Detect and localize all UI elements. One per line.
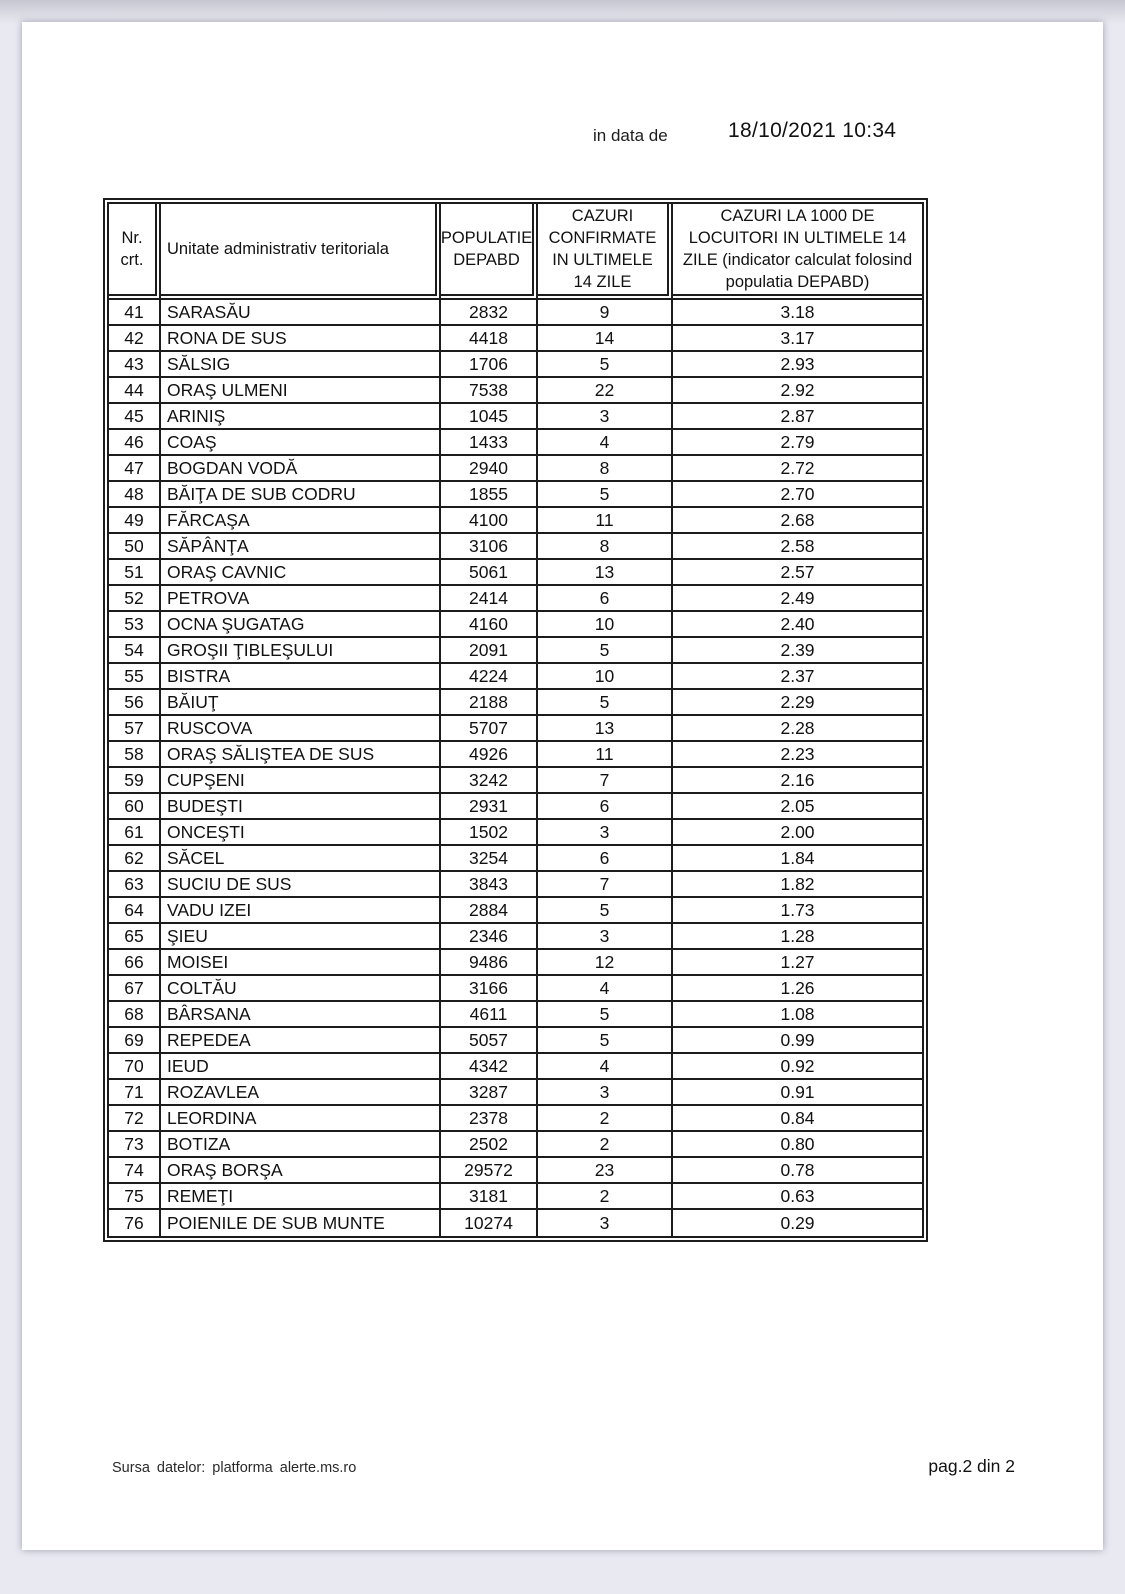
cell-unitate: COAŞ	[161, 430, 441, 454]
cell-unitate: REPEDEA	[161, 1028, 441, 1052]
cell-populatie: 1855	[441, 482, 538, 506]
cell-populatie: 4926	[441, 742, 538, 766]
cell-rata: 3.18	[780, 301, 815, 322]
cell-nr-crt: 62	[109, 846, 161, 870]
cell-rata: 2.79	[780, 431, 815, 452]
date-value: 18/10/2021 10:34	[728, 119, 897, 142]
cell-cazuri: 3	[538, 1210, 673, 1236]
cell-populatie: 2832	[441, 300, 538, 324]
cell-nr-crt: 47	[109, 456, 161, 480]
cell-cazuri: 5	[538, 482, 673, 506]
cell-unitate: ORAŞ ULMENI	[161, 378, 441, 402]
cell-cazuri: 2	[538, 1106, 673, 1130]
cell-populatie: 2502	[441, 1132, 538, 1156]
table-row	[109, 1080, 922, 1106]
cell-unitate: IEUD	[161, 1054, 441, 1078]
cell-nr-crt: 74	[109, 1158, 161, 1182]
footer-data-source: Sursa datelor: platforma alerte.ms.ro	[112, 1460, 357, 1476]
cell-unitate: ROZAVLEA	[161, 1080, 441, 1104]
cell-nr-crt: 66	[109, 950, 161, 974]
cell-nr-crt: 55	[109, 664, 161, 688]
cell-cazuri: 9	[538, 300, 673, 324]
cell-populatie: 3254	[441, 846, 538, 870]
cell-cazuri: 2	[538, 1132, 673, 1156]
cell-cazuri: 6	[538, 586, 673, 610]
table-row	[109, 1210, 922, 1236]
cell-rata: 1.26	[780, 977, 815, 998]
cell-rata: 2.16	[780, 769, 815, 790]
cell-nr-crt: 46	[109, 430, 161, 454]
cell-unitate: SUCIU DE SUS	[161, 872, 441, 896]
cell-populatie: 2940	[441, 456, 538, 480]
cell-nr-crt: 65	[109, 924, 161, 948]
cell-nr-crt: 50	[109, 534, 161, 558]
table-row	[109, 950, 922, 976]
table-row	[109, 1132, 922, 1158]
cell-unitate: BISTRA	[161, 664, 441, 688]
cell-cazuri: 10	[538, 664, 673, 688]
table-row	[109, 924, 922, 950]
cell-populatie: 4160	[441, 612, 538, 636]
cell-unitate: OCNA ŞUGATAG	[161, 612, 441, 636]
cell-unitate: BĂIUŢ	[161, 690, 441, 714]
cell-cazuri: 11	[538, 742, 673, 766]
cell-populatie: 10274	[441, 1210, 538, 1236]
cell-cazuri: 5	[538, 690, 673, 714]
cell-rata: 2.05	[780, 795, 815, 816]
cell-rata: 1.84	[780, 847, 815, 868]
cell-populatie: 4418	[441, 326, 538, 350]
cell-rata: 2.70	[780, 483, 815, 504]
cell-unitate: LEORDINA	[161, 1106, 441, 1130]
table-row	[109, 664, 922, 690]
cell-nr-crt: 53	[109, 612, 161, 636]
cell-unitate: BÂRSANA	[161, 1002, 441, 1026]
table-header-row	[109, 204, 922, 300]
cell-unitate: SARASĂU	[161, 300, 441, 324]
table-row	[109, 508, 922, 534]
cell-cazuri: 22	[538, 378, 673, 402]
cell-populatie: 4342	[441, 1054, 538, 1078]
cell-unitate: RUSCOVA	[161, 716, 441, 740]
cell-unitate: SĂCEL	[161, 846, 441, 870]
cell-rata: 2.93	[780, 353, 815, 374]
cell-rata: 1.08	[780, 1003, 815, 1024]
cell-nr-crt: 73	[109, 1132, 161, 1156]
cell-rata: 2.39	[780, 639, 815, 660]
cell-populatie: 3166	[441, 976, 538, 1000]
cell-populatie: 2091	[441, 638, 538, 662]
cell-populatie: 29572	[441, 1158, 538, 1182]
cell-populatie: 2346	[441, 924, 538, 948]
cell-unitate: GROŞII ŢIBLEŞULUI	[161, 638, 441, 662]
cell-populatie: 5707	[441, 716, 538, 740]
cell-cazuri: 5	[538, 352, 673, 376]
cell-cazuri: 11	[538, 508, 673, 532]
cell-rata: 1.82	[780, 873, 815, 894]
cell-nr-crt: 72	[109, 1106, 161, 1130]
cell-nr-crt: 63	[109, 872, 161, 896]
cell-unitate: ORAŞ CAVNIC	[161, 560, 441, 584]
cell-nr-crt: 76	[109, 1210, 161, 1236]
cell-cazuri: 14	[538, 326, 673, 350]
cell-cazuri: 4	[538, 1054, 673, 1078]
cell-unitate: CUPŞENI	[161, 768, 441, 792]
date-label: in data de	[593, 126, 668, 145]
cell-rata: 0.80	[780, 1133, 815, 1154]
cell-unitate: SĂLSIG	[161, 352, 441, 376]
cell-populatie: 1433	[441, 430, 538, 454]
cell-populatie: 3181	[441, 1184, 538, 1208]
cell-cazuri: 7	[538, 768, 673, 792]
cell-unitate: MOISEI	[161, 950, 441, 974]
cell-unitate: PETROVA	[161, 586, 441, 610]
header-populatie-depabd: POPULATIE DEPABD	[441, 204, 538, 300]
cell-populatie: 2414	[441, 586, 538, 610]
table-row	[109, 898, 922, 924]
cell-rata: 1.28	[780, 925, 815, 946]
table-row	[109, 768, 922, 794]
cell-populatie: 5061	[441, 560, 538, 584]
cell-unitate: REMEŢI	[161, 1184, 441, 1208]
cell-nr-crt: 60	[109, 794, 161, 818]
table-row	[109, 300, 922, 326]
cell-nr-crt: 57	[109, 716, 161, 740]
cell-populatie: 3843	[441, 872, 538, 896]
cell-nr-crt: 61	[109, 820, 161, 844]
cell-rata: 0.92	[780, 1055, 815, 1076]
cell-unitate: SĂPÂNŢA	[161, 534, 441, 558]
cell-cazuri: 4	[538, 430, 673, 454]
cell-rata: 0.63	[780, 1185, 815, 1206]
cell-unitate: ŞIEU	[161, 924, 441, 948]
cell-populatie: 4611	[441, 1002, 538, 1026]
cell-populatie: 1502	[441, 820, 538, 844]
table-row	[109, 482, 922, 508]
cell-rata: 2.92	[780, 379, 815, 400]
cell-nr-crt: 75	[109, 1184, 161, 1208]
cell-populatie: 2931	[441, 794, 538, 818]
cell-rata: 0.29	[780, 1212, 815, 1233]
cell-unitate: BĂIŢA DE SUB CODRU	[161, 482, 441, 506]
cell-rata: 0.91	[780, 1081, 815, 1102]
table-row	[109, 560, 922, 586]
cell-rata: 2.23	[780, 743, 815, 764]
cell-cazuri: 5	[538, 1002, 673, 1026]
cell-unitate: ONCEŞTI	[161, 820, 441, 844]
cell-populatie: 2188	[441, 690, 538, 714]
cell-unitate: COLTĂU	[161, 976, 441, 1000]
cell-populatie: 5057	[441, 1028, 538, 1052]
cell-rata: 0.99	[780, 1029, 815, 1050]
table-row	[109, 872, 922, 898]
footer-page-number: pag.2 din 2	[928, 1456, 1015, 1476]
cell-unitate: BOGDAN VODĂ	[161, 456, 441, 480]
table-row	[109, 534, 922, 560]
cell-cazuri: 3	[538, 1080, 673, 1104]
cell-nr-crt: 45	[109, 404, 161, 428]
cell-rata: 3.17	[780, 327, 815, 348]
header-unitate-administrativ: Unitate administrativ teritoriala	[161, 204, 441, 300]
cell-nr-crt: 44	[109, 378, 161, 402]
cell-unitate: RONA DE SUS	[161, 326, 441, 350]
cell-nr-crt: 67	[109, 976, 161, 1000]
cell-unitate: VADU IZEI	[161, 898, 441, 922]
cell-populatie: 2884	[441, 898, 538, 922]
cell-rata: 2.40	[780, 613, 815, 634]
cell-cazuri: 6	[538, 794, 673, 818]
table-row	[109, 326, 922, 352]
cell-cazuri: 3	[538, 820, 673, 844]
cell-cazuri: 5	[538, 1028, 673, 1052]
table-row	[109, 378, 922, 404]
cell-rata: 2.29	[780, 691, 815, 712]
cell-cazuri: 6	[538, 846, 673, 870]
table-row	[109, 716, 922, 742]
cell-nr-crt: 70	[109, 1054, 161, 1078]
cell-cazuri: 13	[538, 716, 673, 740]
cell-nr-crt: 69	[109, 1028, 161, 1052]
table-row	[109, 820, 922, 846]
cell-nr-crt: 58	[109, 742, 161, 766]
incidence-table	[103, 198, 928, 1242]
cell-unitate: POIENILE DE SUB MUNTE	[161, 1210, 441, 1236]
cell-rata: 2.37	[780, 665, 815, 686]
cell-nr-crt: 52	[109, 586, 161, 610]
cell-nr-crt: 51	[109, 560, 161, 584]
table-body	[109, 300, 922, 1236]
cell-cazuri: 7	[538, 872, 673, 896]
cell-rata: 2.28	[780, 717, 815, 738]
cell-populatie: 1706	[441, 352, 538, 376]
cell-nr-crt: 64	[109, 898, 161, 922]
cell-unitate: BUDEŞTI	[161, 794, 441, 818]
table-row	[109, 404, 922, 430]
cell-cazuri: 3	[538, 924, 673, 948]
cell-cazuri: 4	[538, 976, 673, 1000]
cell-cazuri: 13	[538, 560, 673, 584]
cell-cazuri: 10	[538, 612, 673, 636]
table-row	[109, 1158, 922, 1184]
cell-rata: 2.49	[780, 587, 815, 608]
table-row	[109, 690, 922, 716]
document-page	[22, 22, 1103, 1550]
cell-populatie: 7538	[441, 378, 538, 402]
table-row	[109, 1002, 922, 1028]
cell-rata: 0.84	[780, 1107, 815, 1128]
cell-unitate: FĂRCAŞA	[161, 508, 441, 532]
cell-nr-crt: 48	[109, 482, 161, 506]
cell-nr-crt: 59	[109, 768, 161, 792]
cell-rata: 2.00	[780, 821, 815, 842]
header-nr-crt: Nr. crt.	[109, 204, 161, 300]
cell-cazuri: 8	[538, 456, 673, 480]
cell-rata: 2.72	[780, 457, 815, 478]
header-cazuri-confirmate: CAZURI CONFIRMATE IN ULTIMELE 14 ZILE	[538, 204, 673, 300]
table-row	[109, 612, 922, 638]
cell-cazuri: 5	[538, 638, 673, 662]
cell-rata: 2.87	[780, 405, 815, 426]
cell-cazuri: 12	[538, 950, 673, 974]
header-cazuri-la-1000: CAZURI LA 1000 DE LOCUITORI IN ULTIMELE 14 ZILE (indicator calculat folosind populatia DEPABD)	[673, 204, 922, 300]
table-row	[109, 638, 922, 664]
cell-populatie: 3106	[441, 534, 538, 558]
table-row	[109, 456, 922, 482]
cell-nr-crt: 42	[109, 326, 161, 350]
cell-populatie: 3287	[441, 1080, 538, 1104]
cell-rata: 1.27	[780, 951, 815, 972]
cell-unitate: ORAŞ BORŞA	[161, 1158, 441, 1182]
cell-unitate: ORAŞ SĂLIŞTEA DE SUS	[161, 742, 441, 766]
cell-nr-crt: 71	[109, 1080, 161, 1104]
cell-populatie: 4100	[441, 508, 538, 532]
table-row	[109, 976, 922, 1002]
scan-top-shadow-band	[0, 0, 1125, 24]
cell-nr-crt: 41	[109, 300, 161, 324]
cell-cazuri: 3	[538, 404, 673, 428]
cell-populatie: 4224	[441, 664, 538, 688]
cell-rata: 0.78	[780, 1159, 815, 1180]
cell-unitate: ARINIŞ	[161, 404, 441, 428]
table-row	[109, 586, 922, 612]
cell-cazuri: 2	[538, 1184, 673, 1208]
cell-cazuri: 5	[538, 898, 673, 922]
cell-populatie: 3242	[441, 768, 538, 792]
cell-rata: 2.68	[780, 509, 815, 530]
cell-cazuri: 23	[538, 1158, 673, 1182]
cell-unitate: BOTIZA	[161, 1132, 441, 1156]
cell-nr-crt: 43	[109, 352, 161, 376]
cell-nr-crt: 56	[109, 690, 161, 714]
cell-rata: 1.73	[780, 899, 815, 920]
cell-nr-crt: 49	[109, 508, 161, 532]
table-row	[109, 352, 922, 378]
table-row	[109, 430, 922, 456]
cell-rata: 2.58	[780, 535, 815, 556]
table-row	[109, 1028, 922, 1054]
cell-nr-crt: 54	[109, 638, 161, 662]
cell-populatie: 9486	[441, 950, 538, 974]
table-row	[109, 1054, 922, 1080]
cell-nr-crt: 68	[109, 1002, 161, 1026]
cell-populatie: 2378	[441, 1106, 538, 1130]
cell-cazuri: 8	[538, 534, 673, 558]
table-row	[109, 1106, 922, 1132]
table-row	[109, 846, 922, 872]
table-row	[109, 1184, 922, 1210]
table-row	[109, 794, 922, 820]
cell-populatie: 1045	[441, 404, 538, 428]
table-row	[109, 742, 922, 768]
cell-rata: 2.57	[780, 561, 815, 582]
